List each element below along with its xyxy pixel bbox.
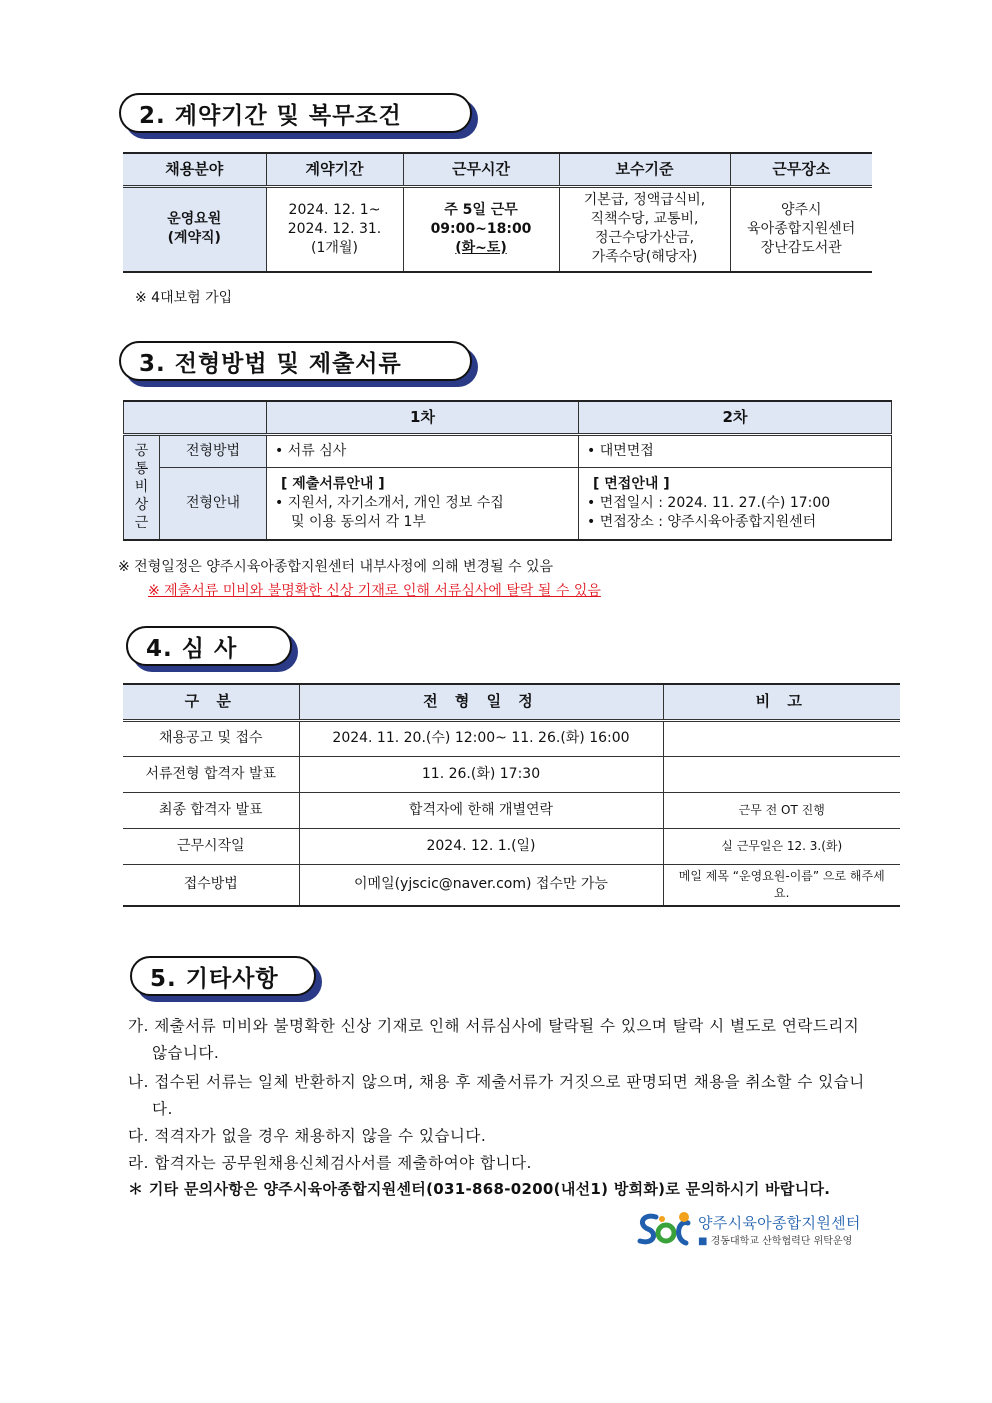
header-category: 구 분 <box>123 684 299 720</box>
header-field: 채용분야 <box>123 153 266 186</box>
selection-table <box>123 400 892 541</box>
section-3-title: 3. 전형방법 및 제출서류 <box>119 341 472 381</box>
header-place: 근무장소 <box>730 153 872 186</box>
contract-table <box>123 152 872 273</box>
table-row: 접수방법 이메일(yjscic@naver.com) 접수만 가능 메일 제목 “운영요원-이름” 으로 해주세요. <box>123 864 900 906</box>
row-guide-label: 전형안내 <box>160 467 267 540</box>
header-round-2: 2차 <box>579 401 892 434</box>
table-row: 근무시작일 2024. 12. 1.(일) 실 근무일은 12. 3.(화) <box>123 828 900 864</box>
email-address[interactable]: 이메일(yjscic@naver.com) 접수만 가능 <box>354 876 608 893</box>
cell-field: 운영요원 (계약직) <box>123 186 266 272</box>
table-row: 채용공고 및 접수 2024. 11. 20.(수) 12:00~ 11. 26.(화) 16:00 <box>123 720 900 756</box>
schedule-note: ※ 전형일정은 양주시육아종합지원센터 내부사정에 의해 변경될 수 있음 <box>118 559 554 575</box>
cell-hours: 주 5일 근무 09:00~18:00 (화~토) <box>403 186 559 272</box>
header-round-1: 1차 <box>267 401 579 434</box>
list-item: 라. 합격자는 공무원채용신체검사서를 제출하여야 합니다. <box>128 1154 532 1172</box>
center-logo <box>636 1209 876 1249</box>
header-remark: 비 고 <box>663 684 900 720</box>
row-guide-round1: [ 제출서류안내 ] • 지원서, 자기소개서, 개인 정보 수집 및 이용 동의서 각 1부 <box>267 467 579 540</box>
section-2-title: 2. 계약기간 및 복무조건 <box>119 93 472 133</box>
table-row: 서류전형 합격자 발표 11. 26.(화) 17:30 <box>123 756 900 792</box>
list-item: 나. 접수된 서류는 일체 반환하지 않으며, 채용 후 제출서류가 거짓으로 판명되면 채용을 취소할 수 있습니다. <box>128 1073 865 1118</box>
corner-cell <box>124 401 267 434</box>
insurance-note: ※ 4대보험 가입 <box>135 290 233 306</box>
center-logo-icon <box>636 1209 694 1249</box>
row-method-round2: • 대면면접 <box>579 434 892 467</box>
other-notes <box>128 1013 878 1177</box>
logo-name: 양주시육아종합지원센터 <box>698 1214 861 1232</box>
cell-place: 양주시 육아종합지원센터 장난감도서관 <box>730 186 872 272</box>
header-hours: 근무시간 <box>403 153 559 186</box>
list-item: 가. 제출서류 미비와 불명확한 신상 기재로 인해 서류심사에 탈락될 수 있으며 탈락 시 별도로 연락드리지 않습니다. <box>128 1017 860 1062</box>
header-pay: 보수기준 <box>559 153 730 186</box>
table-row: 최종 합격자 발표 합격자에 한해 개별연락 근무 전 OT 진행 <box>123 792 900 828</box>
contact-note: ＊ 기타 문의사항은 양주시육아종합지원센터(031-868-0200(내선1) 방희화)로 문의하시기 바랍니다. <box>128 1180 831 1198</box>
section-5-title: 5. 기타사항 <box>130 956 316 996</box>
cell-pay: 기본급, 정액급식비, 직책수당, 교통비, 정근수당가산금, 가족수당(해당자) <box>559 186 730 272</box>
list-item: 다. 적격자가 없을 경우 채용하지 않을 수 있습니다. <box>128 1127 487 1145</box>
row-method-label: 전형방법 <box>160 434 267 467</box>
review-table <box>123 683 900 907</box>
row-guide-round2: [ 면접안내 ] • 면접일시 : 2024. 11. 27.(수) 17:00 • 면접장소 : 양주시육아종합지원센터 <box>579 467 892 540</box>
header-schedule: 전 형 일 정 <box>299 684 663 720</box>
cell-period: 2024. 12. 1~ 2024. 12. 31. (1개월) <box>266 186 403 272</box>
warning-note: ※ 제출서류 미비와 불명확한 신상 기재로 인해 서류심사에 탈락 될 수 있음 <box>148 583 601 599</box>
section-4-title: 4. 심 사 <box>126 626 292 666</box>
header-period: 계약기간 <box>266 153 403 186</box>
group-label: 공 통 비 상 근 <box>124 434 160 540</box>
row-method-round1: • 서류 심사 <box>267 434 579 467</box>
logo-sub: ■ 경동대학교 산학협력단 위탁운영 <box>698 1236 853 1247</box>
